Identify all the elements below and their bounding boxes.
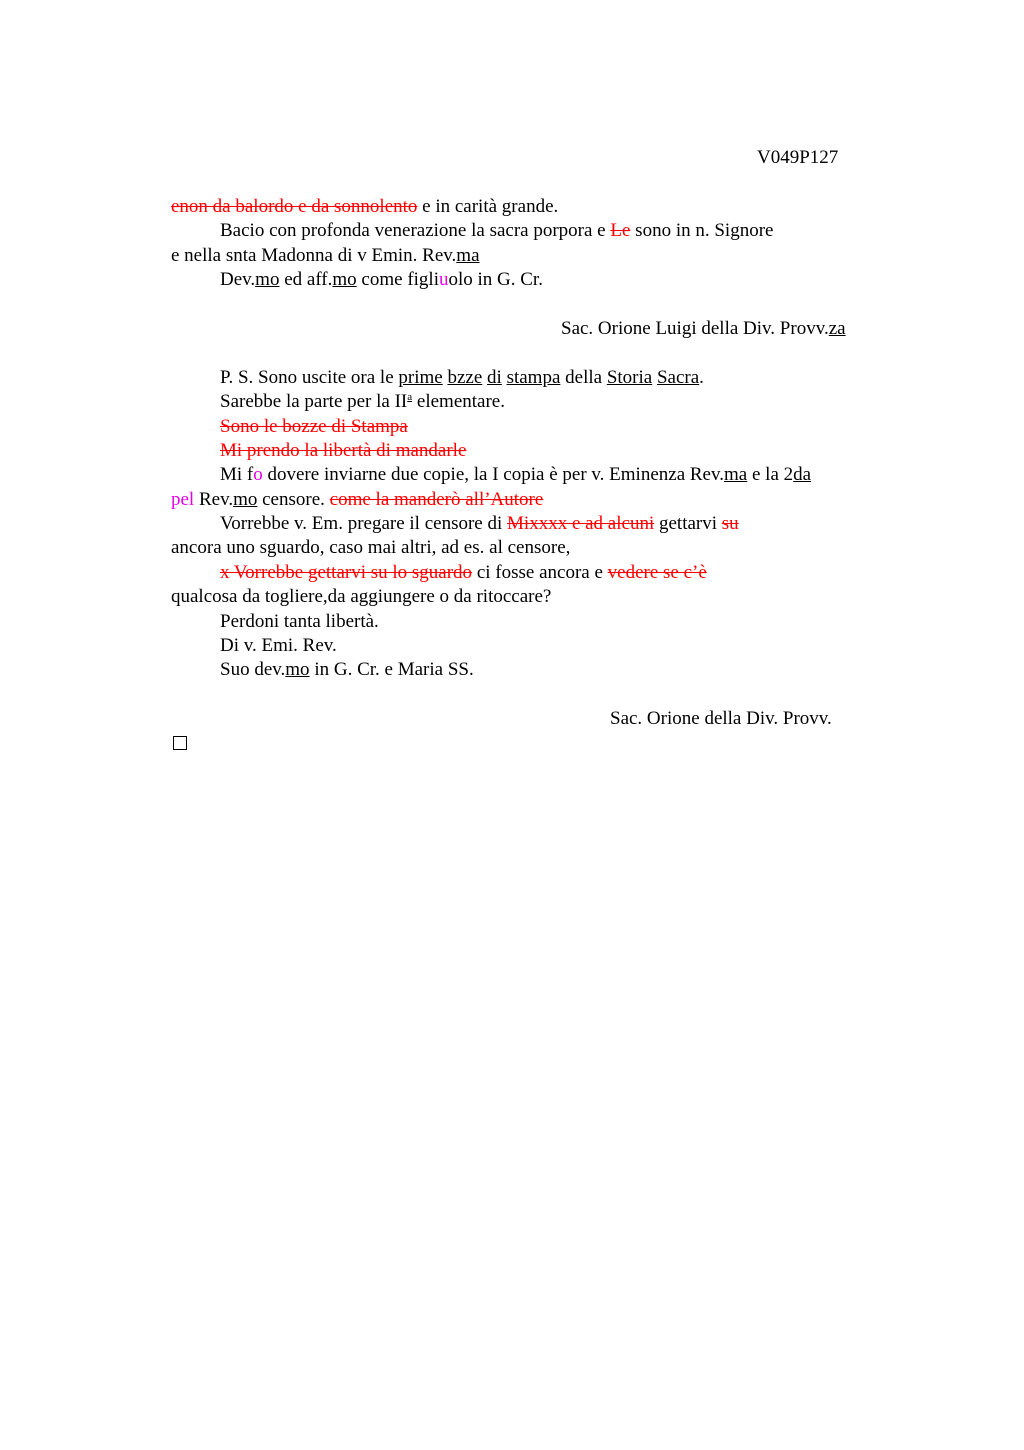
underlined-text: mo — [233, 488, 258, 510]
text-run: come figli — [356, 269, 439, 291]
deleted-text: enon da balordo e da sonnolento — [171, 196, 418, 217]
text-run: Bacio con profonda venerazione la sacra porpora e — [220, 220, 611, 242]
text-run: ed aff. — [279, 269, 333, 291]
letter-body — [171, 195, 891, 756]
superscript-text: a — [407, 391, 413, 404]
text-run: in G. Cr. e Maria SS. — [309, 659, 474, 681]
deleted-line — [171, 415, 891, 439]
underlined-text: prime — [398, 366, 443, 388]
underlined-text: za — [828, 317, 846, 339]
text-line — [171, 658, 891, 682]
text-line — [171, 488, 891, 512]
deleted-text: Sono le bozze di Stampa — [220, 415, 408, 437]
underlined-text: mo — [285, 659, 310, 681]
text-line — [171, 585, 891, 609]
underlined-text: ma — [456, 244, 480, 266]
underlined-text: Storia — [606, 366, 653, 388]
text-run: gettarvi — [654, 513, 722, 535]
inserted-text: pel — [171, 488, 195, 510]
deleted-line — [171, 439, 891, 463]
text-run: Perdoni tanta libertà. — [220, 610, 379, 632]
text-run: . — [699, 366, 704, 388]
text-run: sono in n. Signore — [630, 220, 774, 242]
text-run: censore. — [257, 488, 330, 510]
underlined-text: stampa — [506, 366, 561, 388]
underlined-text: di — [487, 366, 502, 388]
text-line — [171, 219, 891, 243]
inserted-text: u — [438, 269, 449, 291]
underlined-text: mo — [332, 269, 357, 291]
blank-line — [171, 683, 891, 707]
text-line — [171, 561, 891, 585]
text-line — [171, 390, 891, 414]
text-run: Dev. — [220, 269, 256, 291]
text-run: e in carità grande. — [417, 196, 559, 217]
text-run: e nella snta Madonna di v Emin. Rev. — [171, 244, 457, 266]
deleted-text: Le — [610, 220, 631, 242]
end-marker — [171, 732, 891, 756]
blank-line — [171, 293, 891, 317]
deleted-text: su — [721, 513, 739, 535]
text-run: Sac. Orione Luigi della Div. Provv. — [561, 317, 829, 339]
underlined-text: ma — [724, 464, 748, 486]
text-run: olo in G. Cr. — [448, 269, 543, 291]
text-line — [171, 610, 891, 634]
text-run: elementare. — [412, 391, 505, 413]
deleted-text: come la manderò all’Autore — [329, 488, 544, 510]
text-run: Di v. Emi. Rev. — [220, 635, 337, 657]
text-run: P. S. Sono uscite ora le — [220, 366, 399, 388]
text-run: e la 2 — [747, 464, 794, 486]
text-run: Sarebbe la parte per la II — [220, 391, 408, 413]
text-run: dovere inviarne due copie, la I copia è per v. Eminenza Rev. — [262, 464, 725, 486]
deleted-text: vedere se c’è — [607, 561, 707, 583]
text-line — [171, 195, 891, 219]
page-reference: V049P127 — [757, 147, 839, 168]
text-line — [171, 268, 891, 292]
text-line — [171, 463, 891, 487]
deleted-text: Mixxxx e ad alcuni — [507, 513, 655, 535]
text-run: qualcosa da togliere,da aggiungere o da ritoccare? — [171, 586, 552, 608]
underlined-text: da — [793, 464, 812, 486]
signature-line — [171, 317, 891, 341]
text-run: della — [560, 366, 607, 388]
underlined-text: Sacra — [656, 366, 700, 388]
text-line — [171, 634, 891, 658]
deleted-text: Mi prendo la libertà di mandarle — [220, 439, 467, 461]
deleted-text: x Vorrebbe gettarvi su lo sguardo — [220, 561, 473, 583]
postscript-line — [171, 366, 891, 390]
blank-line — [171, 341, 891, 365]
text-run: Mi f — [220, 464, 254, 486]
text-run: Sac. Orione della Div. Provv. — [610, 708, 832, 730]
text-run: Rev. — [194, 488, 234, 510]
signature-line — [171, 707, 891, 731]
underlined-text: bzze — [447, 366, 483, 388]
underlined-text: mo — [255, 269, 280, 291]
checkbox-square-icon — [173, 736, 187, 750]
text-run: Suo dev. — [220, 659, 286, 681]
text-run: Vorrebbe v. Em. pregare il censore di — [220, 513, 508, 535]
text-line — [171, 536, 891, 560]
text-run: ci fosse ancora e — [472, 561, 608, 583]
text-line — [171, 512, 891, 536]
text-line — [171, 244, 891, 268]
inserted-text: o — [253, 464, 263, 486]
text-run: ancora uno sguardo, caso mai altri, ad es. al censore, — [171, 537, 571, 559]
